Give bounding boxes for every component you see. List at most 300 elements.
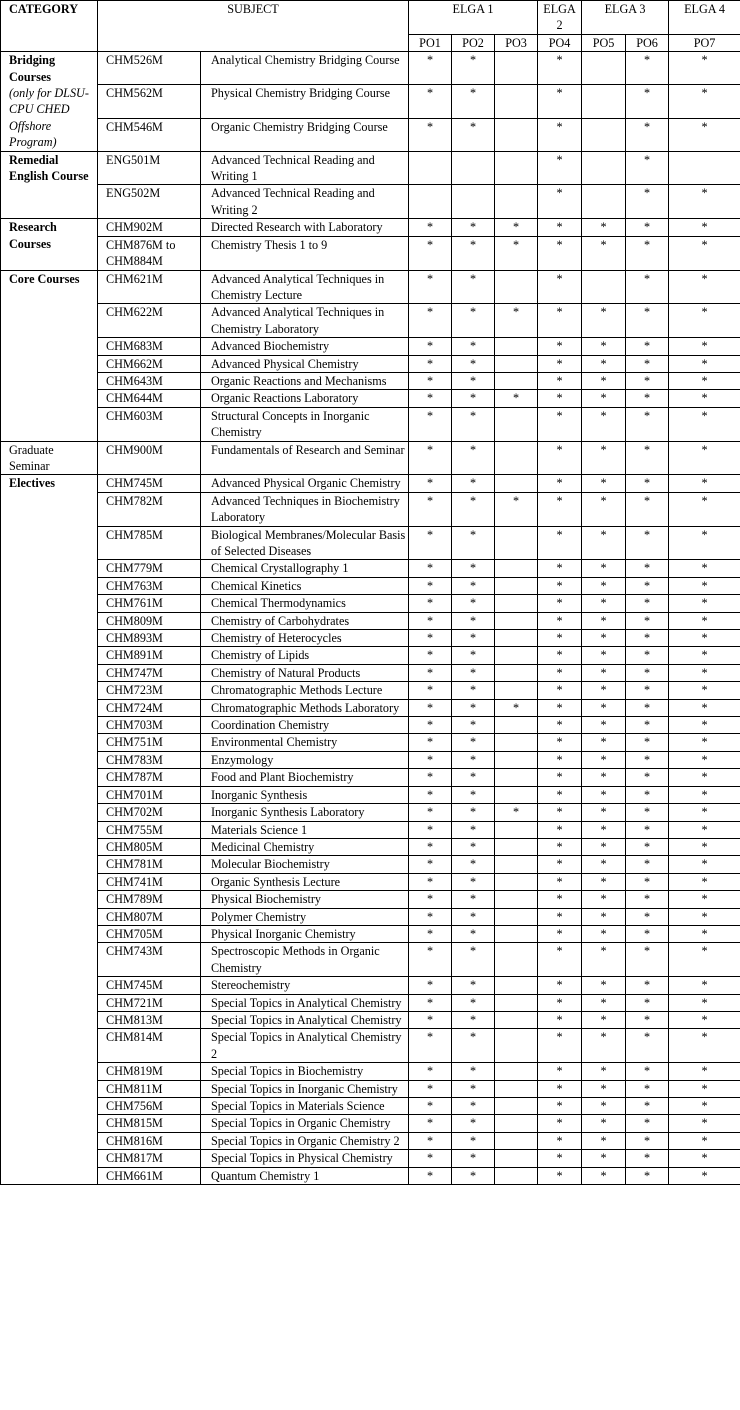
- po-mark: *: [669, 492, 740, 526]
- po-mark: [495, 925, 538, 942]
- po-mark: *: [452, 977, 495, 994]
- po-mark: *: [582, 612, 626, 629]
- po-mark: *: [626, 630, 669, 647]
- po-mark: *: [409, 475, 452, 492]
- course-code: CHM526M: [98, 52, 201, 85]
- po-mark: *: [626, 786, 669, 803]
- po-mark: *: [409, 682, 452, 699]
- course-title: Coordination Chemistry: [201, 717, 409, 734]
- po-mark: *: [409, 856, 452, 873]
- po-mark: *: [409, 717, 452, 734]
- category-label: Bridging Courses: [9, 53, 56, 84]
- po-mark: *: [495, 699, 538, 716]
- table-row: [1, 751, 740, 768]
- po-mark: *: [409, 407, 452, 441]
- po-mark: *: [626, 85, 669, 118]
- course-title: Advanced Physical Organic Chemistry: [201, 475, 409, 492]
- po-mark: *: [409, 372, 452, 389]
- po-mark: *: [626, 717, 669, 734]
- po-mark: *: [626, 185, 669, 219]
- po-mark: *: [582, 682, 626, 699]
- po-mark: *: [495, 390, 538, 407]
- po-mark: *: [409, 390, 452, 407]
- course-title: Special Topics in Biochemistry: [201, 1063, 409, 1080]
- course-code: CHM902M: [98, 219, 201, 236]
- po-mark: *: [538, 372, 582, 389]
- po-mark: *: [669, 407, 740, 441]
- po-mark: *: [409, 699, 452, 716]
- po-mark: *: [582, 1080, 626, 1097]
- po-mark: *: [582, 492, 626, 526]
- po-mark: *: [582, 595, 626, 612]
- po-mark: *: [538, 118, 582, 151]
- po-mark: *: [452, 390, 495, 407]
- category-cell: [1, 475, 98, 1185]
- po-mark: *: [669, 441, 740, 475]
- course-code: CHM756M: [98, 1098, 201, 1115]
- po-mark: *: [669, 1080, 740, 1097]
- po-mark: *: [582, 699, 626, 716]
- po-mark: *: [582, 1115, 626, 1132]
- po-mark: *: [626, 270, 669, 304]
- course-title: Polymer Chemistry: [201, 908, 409, 925]
- table-row: [1, 492, 740, 526]
- course-title: Molecular Biochemistry: [201, 856, 409, 873]
- po-mark: *: [452, 407, 495, 441]
- po-mark: *: [626, 856, 669, 873]
- po-mark: *: [582, 338, 626, 355]
- course-code: CHM813M: [98, 1011, 201, 1028]
- course-title: Spectroscopic Methods in Organic Chemistry: [201, 943, 409, 977]
- po-mark: *: [582, 1029, 626, 1063]
- po-mark: *: [582, 1167, 626, 1184]
- table-row: [1, 925, 740, 942]
- po-mark: [495, 786, 538, 803]
- course-title: Structural Concepts in Inorganic Chemistry: [201, 407, 409, 441]
- po-mark: [495, 270, 538, 304]
- po-mark: *: [495, 804, 538, 821]
- course-code: CHM779M: [98, 560, 201, 577]
- po-mark: *: [538, 1150, 582, 1167]
- course-title: Advanced Techniques in Biochemistry Laboratory: [201, 492, 409, 526]
- po-mark: *: [538, 664, 582, 681]
- po-mark: *: [582, 1132, 626, 1149]
- po-mark: *: [538, 786, 582, 803]
- po-mark: *: [409, 925, 452, 942]
- po-mark: *: [409, 786, 452, 803]
- table-body: [1, 52, 740, 1185]
- po-mark: *: [452, 647, 495, 664]
- table-row: [1, 1080, 740, 1097]
- po-mark: [495, 560, 538, 577]
- po-mark: *: [626, 612, 669, 629]
- po-mark: *: [452, 338, 495, 355]
- po-mark: *: [452, 1150, 495, 1167]
- table-row: [1, 717, 740, 734]
- table-row: [1, 699, 740, 716]
- course-title: Advanced Analytical Techniques in Chemistry Laboratory: [201, 304, 409, 338]
- po-mark: *: [626, 664, 669, 681]
- po-mark: [495, 355, 538, 372]
- course-code: CHM891M: [98, 647, 201, 664]
- po-mark: *: [538, 908, 582, 925]
- po-mark: *: [538, 492, 582, 526]
- po-mark: *: [626, 219, 669, 236]
- po-mark: *: [669, 943, 740, 977]
- po-mark: *: [409, 664, 452, 681]
- po-mark: *: [409, 1011, 452, 1028]
- po-mark: [495, 1080, 538, 1097]
- course-title: Special Topics in Analytical Chemistry: [201, 1011, 409, 1028]
- po-mark: [452, 185, 495, 219]
- po-mark: *: [669, 664, 740, 681]
- course-title: Special Topics in Organic Chemistry: [201, 1115, 409, 1132]
- po-mark: *: [409, 355, 452, 372]
- course-code: CHM546M: [98, 118, 201, 151]
- po-mark: *: [452, 1029, 495, 1063]
- table-row: [1, 943, 740, 977]
- category-label: Electives: [9, 476, 56, 491]
- course-code: CHM705M: [98, 925, 201, 942]
- po-mark: *: [626, 355, 669, 372]
- po-mark: *: [452, 236, 495, 270]
- po-mark: *: [409, 943, 452, 977]
- po-mark: *: [538, 647, 582, 664]
- po-mark: *: [669, 304, 740, 338]
- po-mark: *: [582, 236, 626, 270]
- po-mark: *: [452, 751, 495, 768]
- po-mark: *: [626, 236, 669, 270]
- po-mark: *: [538, 85, 582, 118]
- po-mark: *: [409, 304, 452, 338]
- po-mark: [495, 664, 538, 681]
- po-mark: *: [669, 856, 740, 873]
- po-mark: *: [582, 390, 626, 407]
- course-title: Inorganic Synthesis Laboratory: [201, 804, 409, 821]
- course-title: Medicinal Chemistry: [201, 838, 409, 855]
- po-mark: *: [626, 151, 669, 185]
- course-title: Advanced Technical Reading and Writing 1: [201, 151, 409, 185]
- po-mark: *: [626, 52, 669, 85]
- po-mark: *: [669, 647, 740, 664]
- po-mark: *: [626, 734, 669, 751]
- po-mark: *: [495, 304, 538, 338]
- po-mark: *: [409, 85, 452, 118]
- po-mark: *: [582, 475, 626, 492]
- category-cell: [1, 441, 98, 475]
- course-title: Analytical Chemistry Bridging Course: [201, 52, 409, 85]
- table-row: [1, 1098, 740, 1115]
- course-title: Advanced Physical Chemistry: [201, 355, 409, 372]
- table-row: [1, 526, 740, 560]
- po-mark: *: [669, 751, 740, 768]
- po-mark: *: [626, 1132, 669, 1149]
- course-title: Inorganic Synthesis: [201, 786, 409, 803]
- po-mark: *: [626, 595, 669, 612]
- course-code: CHM644M: [98, 390, 201, 407]
- po-mark: [495, 873, 538, 890]
- course-code: CHM900M: [98, 441, 201, 475]
- po-mark: [495, 1011, 538, 1028]
- po-header: PO1: [409, 34, 452, 51]
- po-mark: [582, 85, 626, 118]
- course-code: CHM809M: [98, 612, 201, 629]
- course-title: Environmental Chemistry: [201, 734, 409, 751]
- po-mark: *: [626, 751, 669, 768]
- po-mark: *: [582, 1098, 626, 1115]
- po-mark: *: [538, 943, 582, 977]
- table-row: [1, 891, 740, 908]
- po-mark: *: [452, 441, 495, 475]
- course-code: CHM703M: [98, 717, 201, 734]
- course-code: ENG502M: [98, 185, 201, 219]
- po-mark: [495, 943, 538, 977]
- table-row: [1, 85, 740, 118]
- course-title: Physical Chemistry Bridging Course: [201, 85, 409, 118]
- po-mark: *: [582, 577, 626, 594]
- po-mark: *: [626, 994, 669, 1011]
- course-code: CHM621M: [98, 270, 201, 304]
- po-mark: *: [669, 185, 740, 219]
- table-row: [1, 219, 740, 236]
- po-mark: *: [452, 804, 495, 821]
- po-mark: *: [582, 873, 626, 890]
- po-mark: *: [626, 1115, 669, 1132]
- po-mark: *: [582, 908, 626, 925]
- course-code: CHM622M: [98, 304, 201, 338]
- po-mark: *: [626, 526, 669, 560]
- po-mark: *: [409, 647, 452, 664]
- po-mark: *: [669, 873, 740, 890]
- po-mark: *: [626, 441, 669, 475]
- po-mark: [495, 1029, 538, 1063]
- subject-header: SUBJECT: [98, 1, 409, 52]
- table-row: [1, 441, 740, 475]
- po-mark: *: [452, 1080, 495, 1097]
- po-mark: *: [538, 560, 582, 577]
- table-row: [1, 786, 740, 803]
- po-mark: *: [538, 734, 582, 751]
- course-code: CHM811M: [98, 1080, 201, 1097]
- po-mark: *: [582, 786, 626, 803]
- po-mark: *: [669, 85, 740, 118]
- po-mark: [495, 717, 538, 734]
- course-title: Fundamentals of Research and Seminar: [201, 441, 409, 475]
- po-mark: *: [452, 526, 495, 560]
- po-mark: *: [452, 595, 495, 612]
- po-mark: *: [582, 647, 626, 664]
- po-mark: *: [669, 891, 740, 908]
- po-mark: [495, 475, 538, 492]
- po-mark: *: [669, 1115, 740, 1132]
- course-title: Organic Reactions and Mechanisms: [201, 372, 409, 389]
- po-mark: *: [626, 943, 669, 977]
- po-mark: *: [669, 118, 740, 151]
- po-mark: *: [626, 804, 669, 821]
- po-mark: [495, 994, 538, 1011]
- po-mark: *: [452, 717, 495, 734]
- po-mark: *: [582, 977, 626, 994]
- table-row: [1, 52, 740, 85]
- course-code: CHM785M: [98, 526, 201, 560]
- po-header: PO6: [626, 34, 669, 51]
- po-mark: *: [582, 372, 626, 389]
- course-code: CHM815M: [98, 1115, 201, 1132]
- po-mark: *: [452, 355, 495, 372]
- po-mark: *: [538, 441, 582, 475]
- po-mark: *: [669, 1167, 740, 1184]
- po-mark: *: [452, 270, 495, 304]
- course-title: Organic Reactions Laboratory: [201, 390, 409, 407]
- po-mark: *: [626, 838, 669, 855]
- table-row: [1, 1029, 740, 1063]
- elga-1-header: ELGA 1: [409, 1, 538, 35]
- po-mark: *: [409, 219, 452, 236]
- po-mark: *: [409, 118, 452, 151]
- course-title: Food and Plant Biochemistry: [201, 769, 409, 786]
- po-mark: *: [538, 526, 582, 560]
- po-mark: *: [409, 838, 452, 855]
- po-mark: *: [538, 1167, 582, 1184]
- po-mark: *: [669, 699, 740, 716]
- po-mark: *: [538, 1115, 582, 1132]
- po-mark: *: [582, 1063, 626, 1080]
- po-mark: *: [538, 891, 582, 908]
- elga-3-header: ELGA 3: [582, 1, 669, 35]
- course-title: Special Topics in Analytical Chemistry: [201, 994, 409, 1011]
- po-mark: *: [538, 52, 582, 85]
- course-code: CHM814M: [98, 1029, 201, 1063]
- course-title: Chemistry of Heterocycles: [201, 630, 409, 647]
- po-mark: [495, 734, 538, 751]
- po-mark: [495, 612, 538, 629]
- course-code: CHM661M: [98, 1167, 201, 1184]
- po-mark: *: [582, 630, 626, 647]
- po-mark: *: [452, 1011, 495, 1028]
- po-mark: *: [452, 630, 495, 647]
- table-row: [1, 475, 740, 492]
- po-mark: [495, 647, 538, 664]
- po-mark: *: [538, 994, 582, 1011]
- po-mark: *: [409, 908, 452, 925]
- po-mark: *: [626, 492, 669, 526]
- header-row-elga: [1, 1, 740, 35]
- po-mark: *: [409, 492, 452, 526]
- po-mark: [495, 52, 538, 85]
- po-mark: *: [626, 977, 669, 994]
- table-row: [1, 804, 740, 821]
- po-mark: *: [538, 699, 582, 716]
- po-mark: *: [669, 717, 740, 734]
- po-mark: *: [409, 994, 452, 1011]
- po-mark: *: [669, 804, 740, 821]
- course-title: Stereochemistry: [201, 977, 409, 994]
- category-label: Remedial English Course: [9, 152, 89, 184]
- course-title: Chemistry Thesis 1 to 9: [201, 236, 409, 270]
- po-mark: *: [538, 390, 582, 407]
- course-code: CHM782M: [98, 492, 201, 526]
- po-mark: *: [626, 769, 669, 786]
- course-code: CHM743M: [98, 943, 201, 977]
- po-mark: [495, 977, 538, 994]
- po-mark: [495, 151, 538, 185]
- po-mark: *: [409, 612, 452, 629]
- po-mark: *: [538, 355, 582, 372]
- po-mark: *: [409, 804, 452, 821]
- po-mark: *: [409, 1029, 452, 1063]
- po-mark: *: [538, 1132, 582, 1149]
- po-mark: *: [669, 595, 740, 612]
- po-mark: *: [582, 526, 626, 560]
- table-row: [1, 908, 740, 925]
- po-mark: *: [538, 577, 582, 594]
- po-mark: *: [669, 838, 740, 855]
- table-row: [1, 577, 740, 594]
- po-mark: *: [452, 1098, 495, 1115]
- po-mark: *: [538, 236, 582, 270]
- course-code: CHM787M: [98, 769, 201, 786]
- po-mark: *: [452, 577, 495, 594]
- po-mark: *: [409, 1167, 452, 1184]
- po-mark: [582, 118, 626, 151]
- po-mark: *: [626, 304, 669, 338]
- category-label: Research Courses: [9, 220, 57, 251]
- po-mark: *: [538, 682, 582, 699]
- po-mark: *: [538, 151, 582, 185]
- po-mark: *: [538, 219, 582, 236]
- course-title: Special Topics in Inorganic Chemistry: [201, 1080, 409, 1097]
- po-mark: *: [538, 821, 582, 838]
- course-code: CHM662M: [98, 355, 201, 372]
- table-row: [1, 304, 740, 338]
- po-mark: [495, 441, 538, 475]
- course-code: CHM763M: [98, 577, 201, 594]
- course-code: CHM816M: [98, 1132, 201, 1149]
- po-mark: *: [669, 475, 740, 492]
- po-mark: *: [452, 856, 495, 873]
- po-mark: *: [669, 977, 740, 994]
- course-title: Advanced Biochemistry: [201, 338, 409, 355]
- po-mark: *: [409, 630, 452, 647]
- po-mark: *: [669, 270, 740, 304]
- po-mark: [495, 821, 538, 838]
- po-mark: *: [582, 219, 626, 236]
- po-mark: *: [409, 1132, 452, 1149]
- course-code: CHM745M: [98, 977, 201, 994]
- po-mark: *: [626, 908, 669, 925]
- po-mark: *: [669, 236, 740, 270]
- table-row: [1, 977, 740, 994]
- course-title: Chemistry of Natural Products: [201, 664, 409, 681]
- po-mark: *: [538, 270, 582, 304]
- po-mark: [582, 270, 626, 304]
- course-title: Organic Chemistry Bridging Course: [201, 118, 409, 151]
- course-code: CHM741M: [98, 873, 201, 890]
- po-mark: *: [582, 441, 626, 475]
- po-mark: [495, 751, 538, 768]
- table-row: [1, 595, 740, 612]
- po-mark: [495, 1132, 538, 1149]
- table-row: [1, 118, 740, 151]
- po-mark: *: [669, 1029, 740, 1063]
- po-mark: [495, 1150, 538, 1167]
- table-row: [1, 682, 740, 699]
- po-mark: *: [538, 1098, 582, 1115]
- po-mark: [495, 891, 538, 908]
- po-mark: *: [409, 526, 452, 560]
- po-mark: *: [409, 734, 452, 751]
- po-mark: *: [582, 943, 626, 977]
